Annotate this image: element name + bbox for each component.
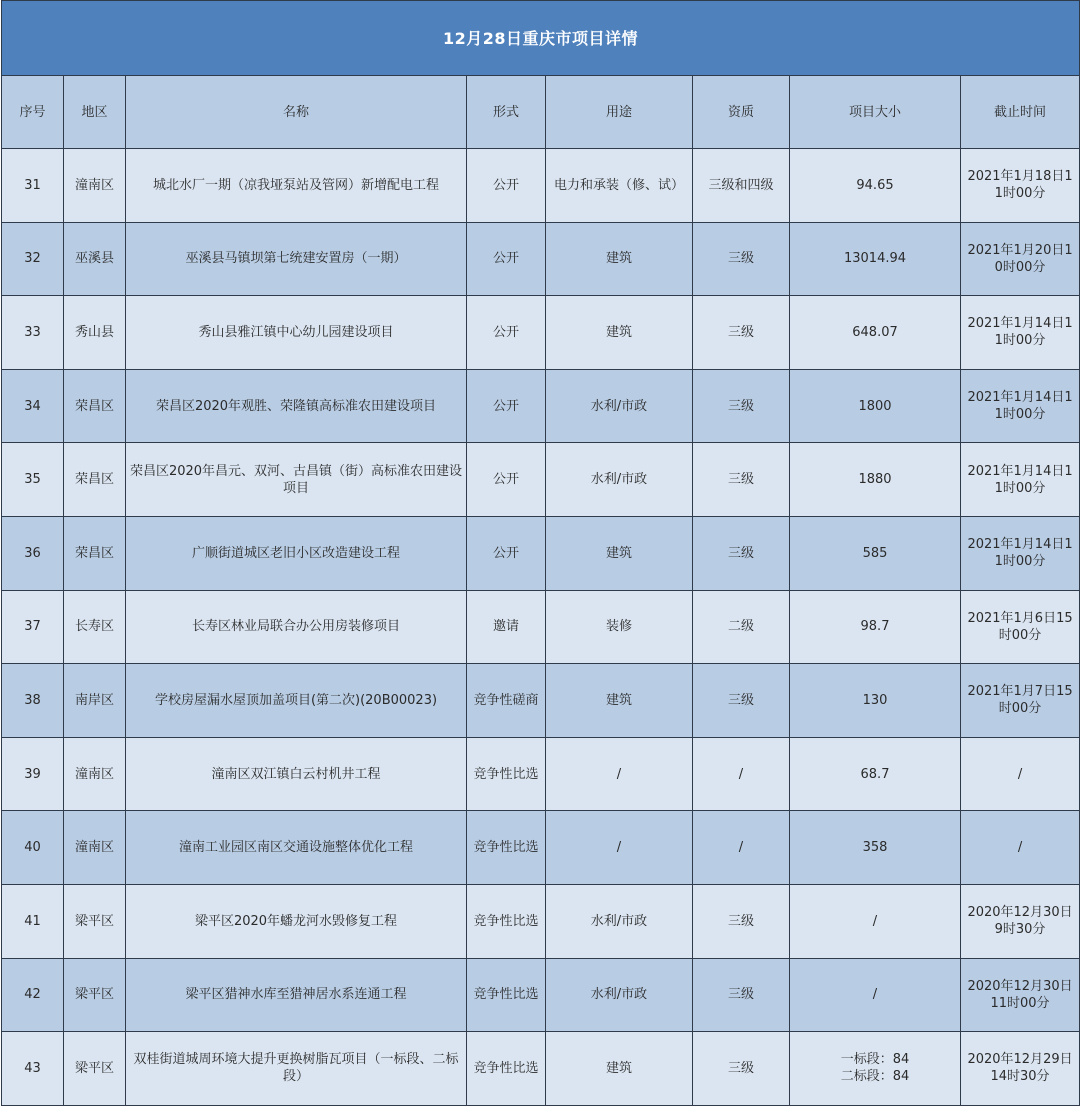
size-line: 1800 (858, 398, 892, 414)
cell-usage: 水利/市政 (546, 369, 693, 443)
cell-form: 竞争性比选 (467, 811, 546, 885)
cell-usage: / (546, 811, 693, 885)
cell-deadline: 2021年1月20日10时00分 (961, 222, 1080, 296)
cell-name: 城北水厂一期（凉我垭泵站及管网）新增配电工程 (126, 149, 467, 223)
cell-form: 竞争性比选 (467, 958, 546, 1032)
cell-seq: 38 (2, 664, 64, 738)
cell-qualification: 三级 (693, 222, 790, 296)
table-row (2, 443, 1080, 517)
cell-qualification: 二级 (693, 590, 790, 664)
cell-deadline: / (961, 737, 1080, 811)
cell-region: 潼南区 (64, 737, 126, 811)
cell-seq: 41 (2, 884, 64, 958)
cell-qualification: 三级 (693, 884, 790, 958)
cell-qualification: / (693, 811, 790, 885)
cell-region: 荣昌区 (64, 516, 126, 590)
cell-qualification: 三级 (693, 443, 790, 517)
size-line: 358 (862, 840, 888, 856)
header-deadline: 截止时间 (961, 76, 1080, 149)
table-row (2, 516, 1080, 590)
size-line: 二标段：84 (840, 1069, 910, 1085)
cell-deadline: 2021年1月14日11时00分 (961, 516, 1080, 590)
cell-size (790, 884, 961, 958)
header-size: 项目大小 (790, 76, 961, 149)
cell-region: 梁平区 (64, 884, 126, 958)
size-line: / (872, 913, 878, 929)
cell-name: 秀山县雅江镇中心幼儿园建设项目 (126, 296, 467, 370)
cell-size (790, 222, 961, 296)
cell-qualification: 三级和四级 (693, 149, 790, 223)
cell-qualification: 三级 (693, 516, 790, 590)
cell-size (790, 296, 961, 370)
size-line: 一标段：84 (840, 1052, 910, 1068)
cell-deadline: 2020年12月29日14时30分 (961, 1032, 1080, 1106)
cell-size (790, 149, 961, 223)
cell-deadline: / (961, 811, 1080, 885)
cell-form: 公开 (467, 222, 546, 296)
cell-name: 梁平区猎神水库至猎神居水系连通工程 (126, 958, 467, 1032)
cell-region: 荣昌区 (64, 369, 126, 443)
cell-size (790, 664, 961, 738)
table-body (2, 149, 1080, 1106)
cell-form: 竞争性比选 (467, 737, 546, 811)
cell-qualification: 三级 (693, 664, 790, 738)
table-row (2, 958, 1080, 1032)
cell-name: 双桂街道城周环境大提升更换树脂瓦项目（一标段、二标段） (126, 1032, 467, 1106)
size-line: 1880 (858, 472, 892, 488)
cell-seq: 32 (2, 222, 64, 296)
cell-usage: 建筑 (546, 296, 693, 370)
cell-form: 邀请 (467, 590, 546, 664)
cell-form: 公开 (467, 149, 546, 223)
cell-form: 竞争性比选 (467, 884, 546, 958)
cell-seq: 33 (2, 296, 64, 370)
cell-form: 公开 (467, 369, 546, 443)
cell-name: 巫溪县马镇坝第七统建安置房（一期） (126, 222, 467, 296)
cell-usage: 装修 (546, 590, 693, 664)
cell-seq: 43 (2, 1032, 64, 1106)
cell-seq: 37 (2, 590, 64, 664)
table-row (2, 590, 1080, 664)
cell-usage: 水利/市政 (546, 443, 693, 517)
table-row (2, 664, 1080, 738)
size-line: / (872, 987, 878, 1003)
cell-name: 荣昌区2020年观胜、荣隆镇高标准农田建设项目 (126, 369, 467, 443)
table-title: 12月28日重庆市项目详情 (2, 1, 1080, 76)
size-line: 130 (862, 692, 888, 708)
cell-qualification: 三级 (693, 369, 790, 443)
size-line: 68.7 (860, 766, 890, 782)
header-qualification: 资质 (693, 76, 790, 149)
size-line: 585 (862, 545, 888, 561)
cell-form: 公开 (467, 443, 546, 517)
size-line: 648.07 (852, 324, 898, 340)
cell-size (790, 590, 961, 664)
cell-seq: 40 (2, 811, 64, 885)
table-row (2, 296, 1080, 370)
cell-deadline: 2021年1月14日11时00分 (961, 296, 1080, 370)
header-region: 地区 (64, 76, 126, 149)
table-row (2, 811, 1080, 885)
header-row (2, 76, 1080, 149)
cell-region: 梁平区 (64, 958, 126, 1032)
table-row (2, 149, 1080, 223)
table-row (2, 222, 1080, 296)
cell-qualification: 三级 (693, 1032, 790, 1106)
cell-deadline: 2021年1月14日11时00分 (961, 369, 1080, 443)
cell-usage: 水利/市政 (546, 958, 693, 1032)
project-table (1, 0, 1080, 1106)
cell-name: 梁平区2020年蟠龙河水毁修复工程 (126, 884, 467, 958)
cell-region: 梁平区 (64, 1032, 126, 1106)
cell-seq: 34 (2, 369, 64, 443)
cell-qualification: 三级 (693, 296, 790, 370)
cell-deadline: 2021年1月14日11时00分 (961, 443, 1080, 517)
cell-form: 公开 (467, 516, 546, 590)
cell-size (790, 737, 961, 811)
size-line: 98.7 (860, 619, 890, 635)
cell-usage: 建筑 (546, 516, 693, 590)
cell-deadline: 2020年12月30日11时00分 (961, 958, 1080, 1032)
size-line: 13014.94 (843, 251, 907, 267)
header-usage: 用途 (546, 76, 693, 149)
table-row (2, 1032, 1080, 1106)
cell-usage: 建筑 (546, 664, 693, 738)
cell-qualification: 三级 (693, 958, 790, 1032)
header-seq: 序号 (2, 76, 64, 149)
cell-seq: 35 (2, 443, 64, 517)
cell-deadline: 2020年12月30日9时30分 (961, 884, 1080, 958)
table-row (2, 884, 1080, 958)
cell-seq: 42 (2, 958, 64, 1032)
cell-size (790, 1032, 961, 1106)
cell-size (790, 443, 961, 517)
cell-form: 竞争性比选 (467, 1032, 546, 1106)
cell-name: 荣昌区2020年昌元、双河、古昌镇（街）高标准农田建设项目 (126, 443, 467, 517)
table-row (2, 737, 1080, 811)
cell-name: 潼南区双江镇白云村机井工程 (126, 737, 467, 811)
cell-region: 潼南区 (64, 811, 126, 885)
cell-region: 长寿区 (64, 590, 126, 664)
cell-usage: 建筑 (546, 222, 693, 296)
cell-qualification: / (693, 737, 790, 811)
cell-deadline: 2021年1月18日11时00分 (961, 149, 1080, 223)
cell-deadline: 2021年1月6日15时00分 (961, 590, 1080, 664)
cell-name: 长寿区林业局联合办公用房装修项目 (126, 590, 467, 664)
cell-seq: 31 (2, 149, 64, 223)
cell-form: 公开 (467, 296, 546, 370)
header-form: 形式 (467, 76, 546, 149)
cell-size (790, 516, 961, 590)
size-line: 94.65 (856, 177, 894, 193)
cell-region: 秀山县 (64, 296, 126, 370)
cell-region: 荣昌区 (64, 443, 126, 517)
cell-usage: / (546, 737, 693, 811)
cell-name: 广顺街道城区老旧小区改造建设工程 (126, 516, 467, 590)
cell-seq: 39 (2, 737, 64, 811)
cell-size (790, 811, 961, 885)
cell-seq: 36 (2, 516, 64, 590)
cell-region: 潼南区 (64, 149, 126, 223)
cell-name: 学校房屋漏水屋顶加盖项目(第二次)(20B00023) (126, 664, 467, 738)
cell-usage: 电力和承装（修、试） (546, 149, 693, 223)
cell-size (790, 958, 961, 1032)
header-name: 名称 (126, 76, 467, 149)
cell-form: 竞争性磋商 (467, 664, 546, 738)
cell-usage: 水利/市政 (546, 884, 693, 958)
cell-region: 巫溪县 (64, 222, 126, 296)
cell-region: 南岸区 (64, 664, 126, 738)
cell-usage: 建筑 (546, 1032, 693, 1106)
cell-deadline: 2021年1月7日15时00分 (961, 664, 1080, 738)
cell-name: 潼南工业园区南区交通设施整体优化工程 (126, 811, 467, 885)
cell-size (790, 369, 961, 443)
table-row (2, 369, 1080, 443)
